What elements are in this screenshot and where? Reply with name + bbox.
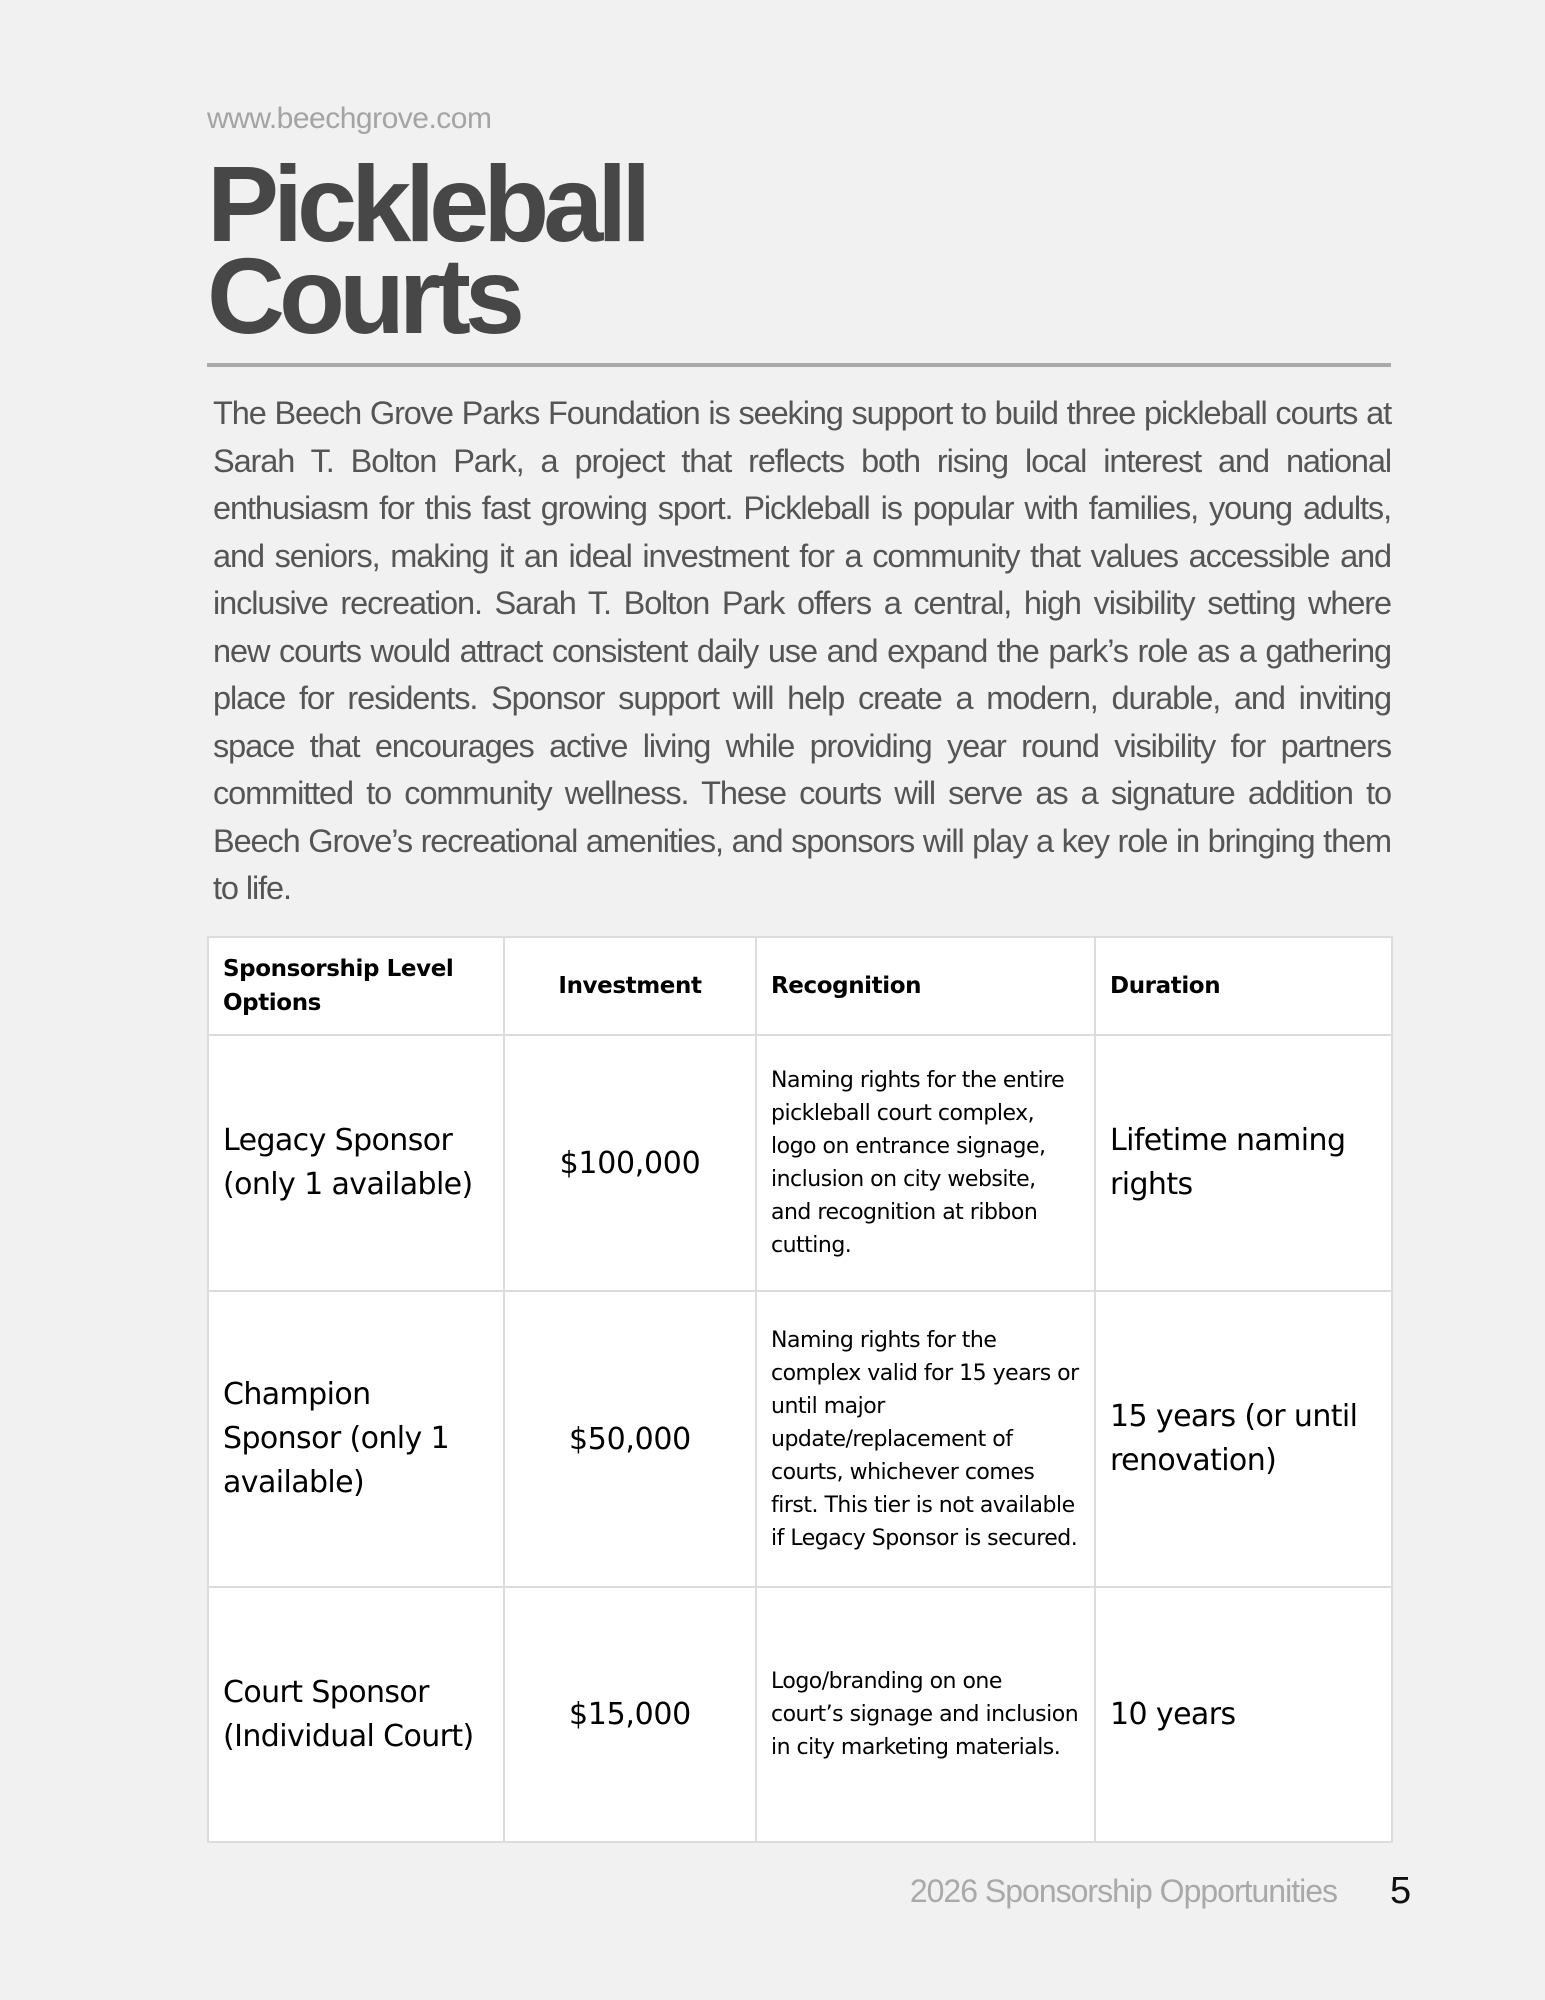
page-title bbox=[207, 143, 646, 356]
footer-label: 2026 Sponsorship Opportunities bbox=[909, 1873, 1337, 1909]
level-cell: Legacy Sponsor (only 1 available) bbox=[208, 1035, 504, 1291]
header-investment: Investment bbox=[504, 937, 756, 1035]
level-cell: Champion Sponsor (only 1 available) bbox=[208, 1291, 504, 1587]
investment-cell: $50,000 bbox=[504, 1291, 756, 1587]
investment-cell: $100,000 bbox=[504, 1035, 756, 1291]
header-duration: Duration bbox=[1095, 937, 1392, 1035]
level-cell: Court Sponsor (Individual Court) bbox=[208, 1587, 504, 1842]
table-row bbox=[208, 1035, 1392, 1291]
recognition-cell: Naming rights for the entire pickleball court complex, logo on entrance signage, inclusion on city website, and recognition at ribbon cutting. bbox=[756, 1035, 1095, 1291]
intro-paragraph: The Beech Grove Parks Foundation is seeking support to build three pickleball courts at Sarah T. Bolton Park, a project that reflects both rising local interest and national enthusiasm for this fast growing sport. Pickleball is popular with families, young adults, and seniors, making it an ideal investment for a community that values accessible and inclusive recreation. Sarah T. Bolton Park offers a central, high visibility setting where new courts would attract consistent daily use and expand the park’s role as a gathering place for residents. Sponsor support will help create a modern, durable, and inviting space that encourages active living while providing year round visibility for partners committed to community wellness. These courts will serve as a signature addition to Beech Grove’s recreational amenities, and sponsors will play a key role in bringing them to life. bbox=[213, 395, 1391, 906]
duration-cell: Lifetime naming rights bbox=[1095, 1035, 1392, 1291]
investment-cell: $15,000 bbox=[504, 1587, 756, 1842]
title-divider bbox=[207, 363, 1391, 367]
header-recognition: Recognition bbox=[756, 937, 1095, 1035]
duration-cell: 10 years bbox=[1095, 1587, 1392, 1842]
recognition-cell: Naming rights for the complex valid for 15 years or until major update/replacement of courts, whichever comes first. This tier is not available if Legacy Sponsor is secured. bbox=[756, 1291, 1095, 1587]
sponsorship-table bbox=[207, 936, 1393, 1843]
table-row bbox=[208, 1587, 1392, 1842]
header-level-options: Sponsorship Level Options bbox=[208, 937, 504, 1035]
duration-cell: 15 years (or until renovation) bbox=[1095, 1291, 1392, 1587]
page-title-line-2: Courts bbox=[207, 235, 519, 356]
table-header-row bbox=[208, 937, 1392, 1035]
recognition-cell: Logo/branding on one court’s signage and inclusion in city marketing materials. bbox=[756, 1587, 1095, 1842]
table-row bbox=[208, 1291, 1392, 1587]
page-number: 5 bbox=[1390, 1870, 1412, 1912]
website-url: www.beechgrove.com bbox=[207, 102, 492, 135]
page-title-line-1: Pickleball bbox=[207, 143, 646, 264]
